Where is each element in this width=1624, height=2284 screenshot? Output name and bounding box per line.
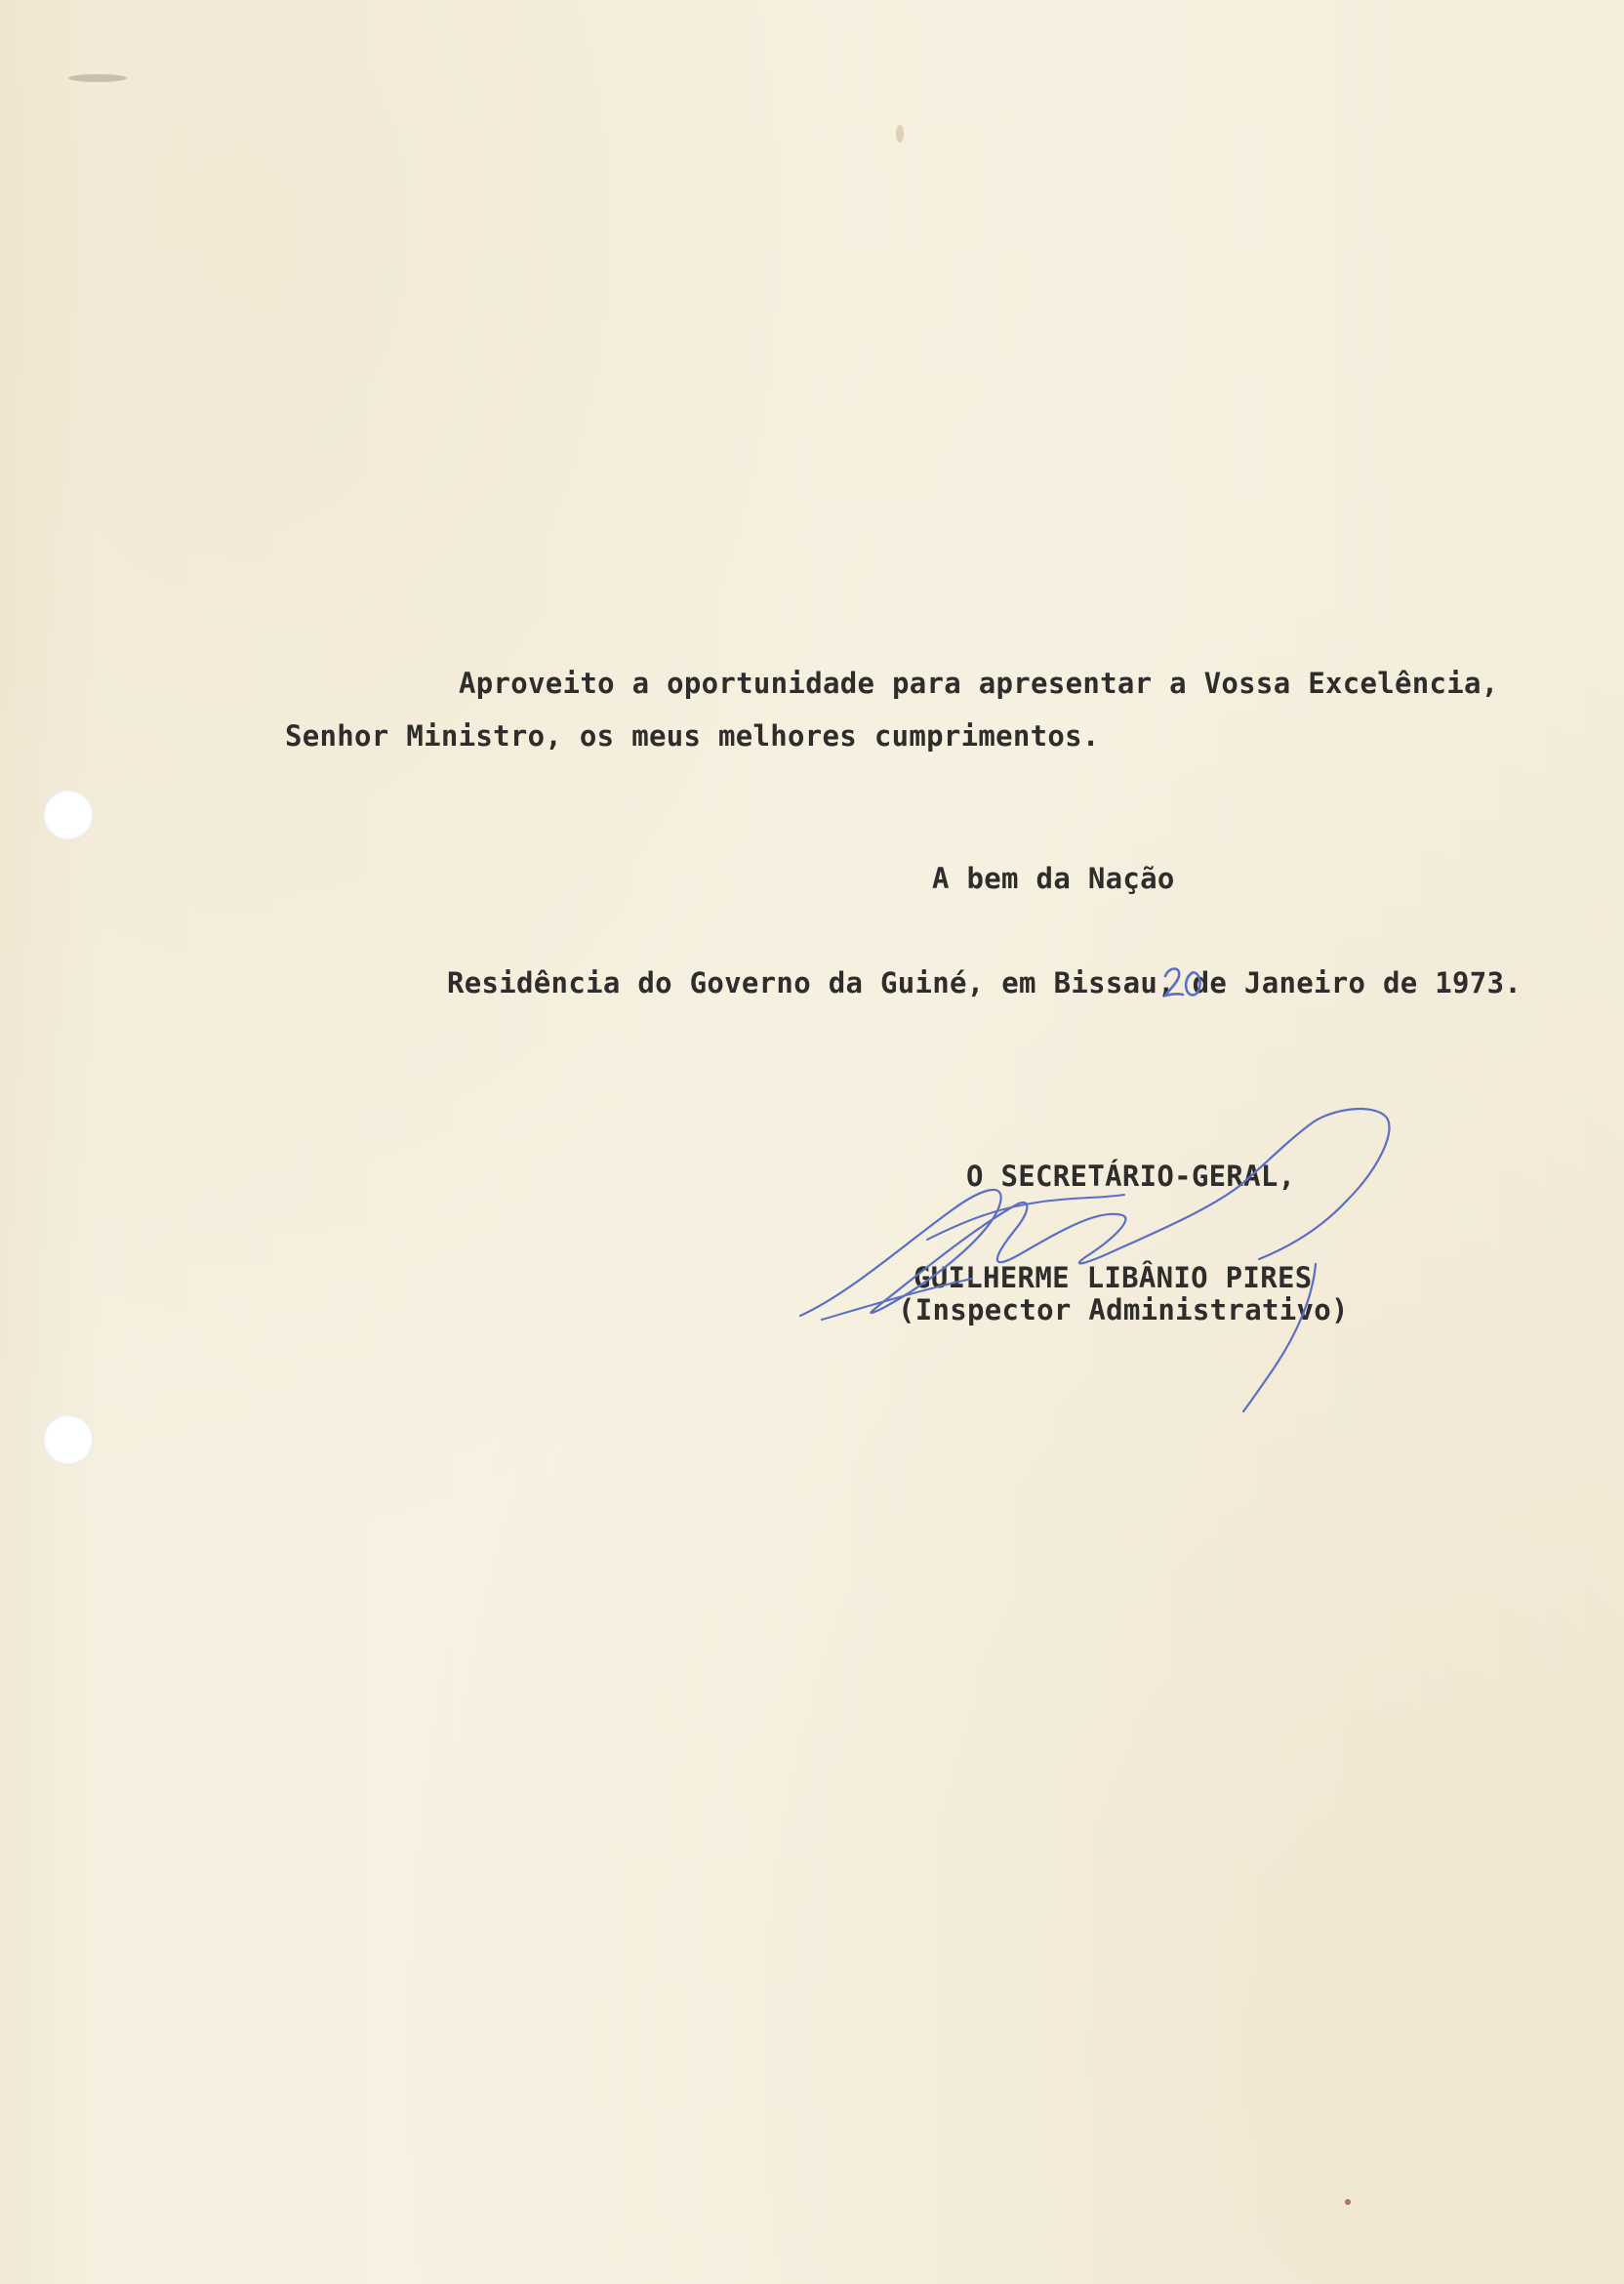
paper-stain [68, 74, 127, 82]
signatory-name: GUILHERME LIBÂNIO PIRES [914, 1261, 1313, 1294]
punch-hole-icon [43, 790, 94, 840]
closing-line-1: Aproveito a oportunidade para apresentar a Vossa Excelência, [459, 667, 1499, 700]
salutation: A bem da Nação [932, 862, 1175, 895]
signatory-title: O SECRETÁRIO-GERAL, [966, 1160, 1296, 1193]
place-and-date: Residência do Governo da Guiné, em Bissau, de Janeiro de 1973. [447, 966, 1522, 999]
closing-line-2: Senhor Ministro, os meus melhores cumprimentos. [285, 719, 1100, 753]
paper-stain [1345, 2199, 1351, 2205]
signatory-role: (Inspector Administrativo) [898, 1293, 1349, 1326]
paper-stain [896, 125, 904, 143]
handwritten-signature [781, 1093, 1405, 1415]
punch-hole-icon [43, 1414, 94, 1465]
